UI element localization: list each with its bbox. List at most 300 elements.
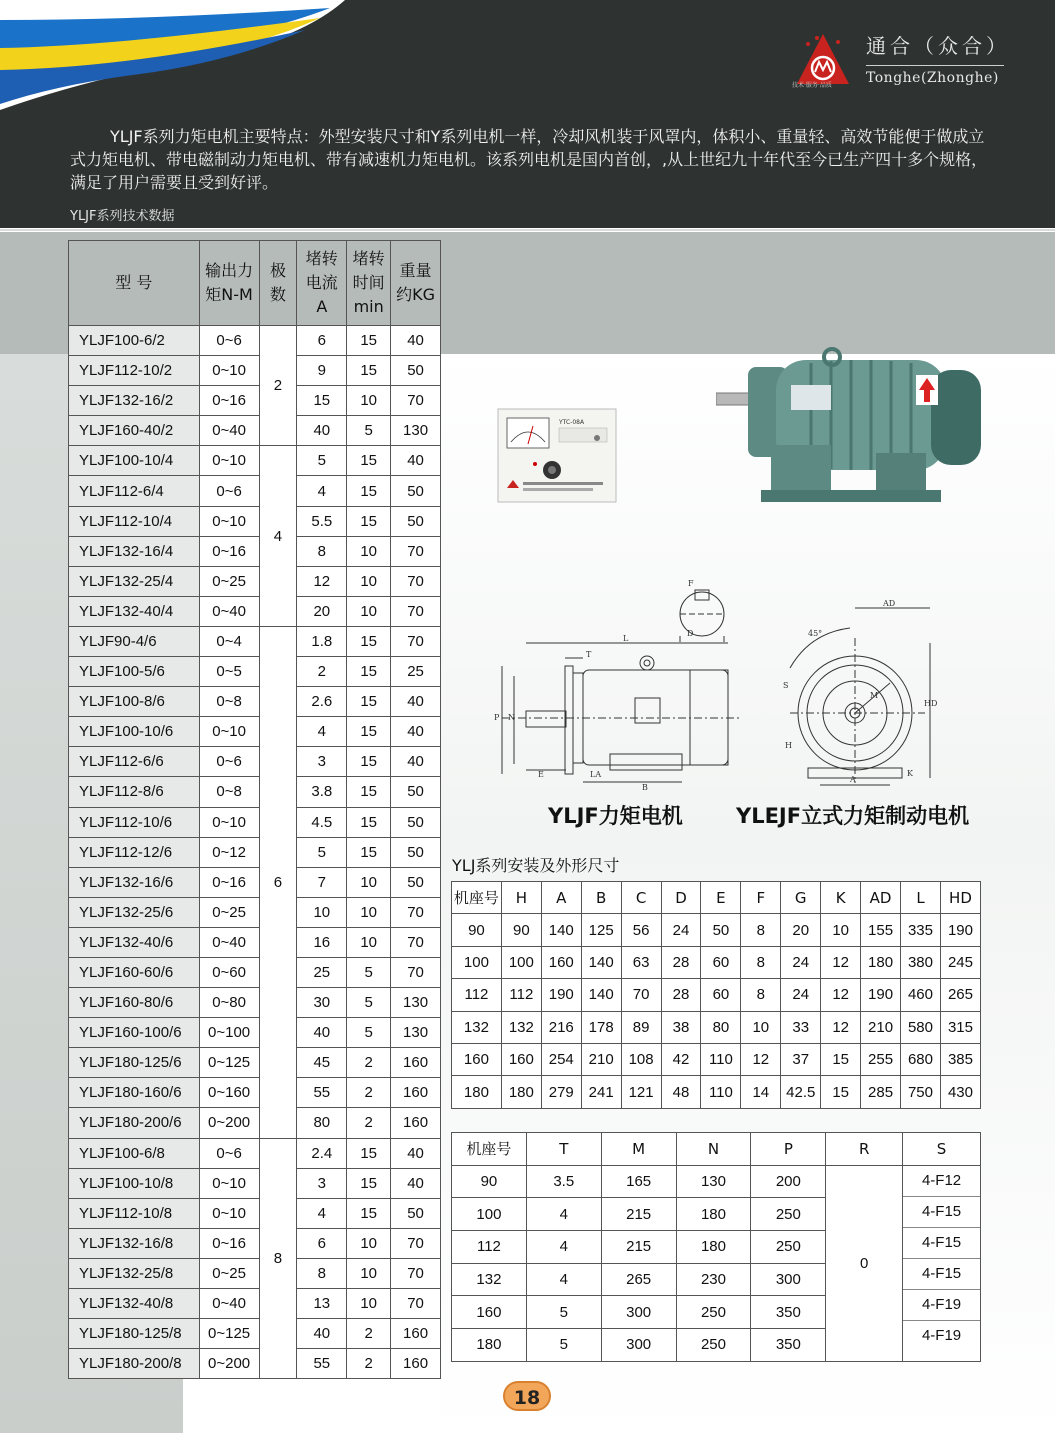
mounting-s-item: 4-F15 [903,1197,980,1228]
drawing-label-t: T [586,650,592,659]
weight-cell: 50 [391,777,441,807]
weight-cell: 40 [391,1168,441,1198]
torque-cell: 0~40 [199,596,259,626]
dimension-cell: 380 [901,946,941,978]
time-cell: 15 [347,1138,391,1168]
weight-cell: 70 [391,626,441,656]
weight-cell: 50 [391,356,441,386]
drawing-label-p: P [494,713,500,722]
time-cell: 10 [347,1228,391,1258]
current-cell: 3 [297,747,347,777]
torque-cell: 0~10 [199,1168,259,1198]
dimension-cell: 180 [501,1076,541,1108]
current-cell: 30 [297,988,347,1018]
torque-cell: 0~10 [199,807,259,837]
table-row [69,1048,441,1078]
weight-cell: 40 [391,326,441,356]
mounting-s-item: 4-F15 [903,1259,980,1290]
dimension-cell: 335 [901,914,941,946]
table-row [452,1165,981,1198]
mounting-header-cell: P [751,1133,826,1166]
mounting-cell: 350 [751,1296,826,1329]
dimension-cell: 56 [621,914,661,946]
drawing-label-a: A [850,775,856,784]
dimension-cell: 160 [452,1043,502,1075]
weight-cell: 130 [391,1018,441,1048]
model-cell: YLJF112-8/6 [69,777,200,807]
dimension-cell: 24 [781,946,821,978]
torque-cell: 0~40 [199,1289,259,1319]
current-cell: 80 [297,1108,347,1138]
dimension-header-cell: HD [940,882,980,914]
current-cell: 1.8 [297,626,347,656]
table-row [69,1228,441,1258]
drawing-label-d: D [687,629,694,638]
table-row [69,687,441,717]
table-row [69,867,441,897]
dimension-cell: 24 [661,914,701,946]
mounting-header-cell: T [526,1133,601,1166]
dimension-cell: 385 [940,1043,980,1075]
dimension-cell: 210 [861,1011,901,1043]
time-cell: 10 [347,566,391,596]
torque-motor-photo [716,345,986,505]
current-cell: 16 [297,927,347,957]
table-row [69,1138,441,1168]
model-cell: YLJF112-6/4 [69,476,200,506]
model-cell: YLJF112-12/6 [69,837,200,867]
weight-cell: 130 [391,988,441,1018]
mounting-cell: 4 [526,1263,601,1296]
col-time-line3: min [353,297,384,316]
dimension-cell: 160 [541,946,581,978]
current-cell: 40 [297,1319,347,1349]
dimension-cell: 50 [701,914,741,946]
model-cell: YLJF100-10/6 [69,717,200,747]
controller-model-label: YTC-08A [559,419,585,426]
table-row [452,946,981,978]
current-cell: 25 [297,957,347,987]
torque-cell: 0~8 [199,687,259,717]
current-cell: 5.5 [297,506,347,536]
torque-cell: 0~10 [199,717,259,747]
table-row [69,536,441,566]
dimension-cell: 180 [861,946,901,978]
model-cell: YLJF100-8/6 [69,687,200,717]
dimension-cell: 210 [581,1043,621,1075]
model-cell: YLJF90-4/6 [69,626,200,656]
table-row [69,807,441,837]
weight-cell: 70 [391,536,441,566]
mounting-cell: 3.5 [526,1165,601,1198]
mounting-header-cell: 机座号 [452,1133,527,1166]
drawing-label-m: M [870,691,879,700]
col-time [347,241,391,326]
table-row [69,657,441,687]
dimension-cell: 100 [452,946,502,978]
drawing-label-hd: HD [924,699,938,708]
col-torque-line1: 输出力 [205,261,254,280]
torque-cell: 0~80 [199,988,259,1018]
mounting-s-list [903,1166,980,1351]
mounting-cell: 215 [601,1231,676,1264]
model-cell: YLJF112-10/8 [69,1198,200,1228]
dimension-cell: 38 [661,1011,701,1043]
time-cell: 5 [347,1018,391,1048]
current-cell: 2 [297,657,347,687]
table-row [69,777,441,807]
dimension-cell: 63 [621,946,661,978]
dimension-table-body [452,882,981,1109]
mounting-cell: 4 [526,1198,601,1231]
torque-cell: 0~16 [199,867,259,897]
col-current-line1: 堵转 [305,249,338,268]
dimension-cell: 112 [452,979,502,1011]
current-cell: 4 [297,476,347,506]
intro-paragraph: YLJF系列力矩电机主要特点：外型安装尺寸和Y系列电机一样，冷却风机装于风罩内，体积小、重量轻、高效节能便于做成立式力矩电机、带电磁制动力矩电机、带有减速机力矩电机。该系列电机是国内首创，,从上世纪九十年代至今已生产四十多个规格，满足了用户需要且受到好评。 [70,127,988,192]
time-cell: 5 [347,957,391,987]
table-row [69,717,441,747]
drawing-label-e: E [538,770,544,779]
model-cell: YLJF112-10/6 [69,807,200,837]
time-cell: 10 [347,897,391,927]
mounting-cell: 160 [452,1296,527,1329]
dimension-cell: 132 [452,1011,502,1043]
time-cell: 15 [347,777,391,807]
model-cell: YLJF160-40/2 [69,416,200,446]
poles-cell: 4 [259,446,297,627]
model-cell: YLJF132-16/8 [69,1228,200,1258]
col-weight [391,241,441,326]
mounting-header-cell: M [601,1133,676,1166]
col-poles [259,241,297,326]
model-cell: YLJF160-100/6 [69,1018,200,1048]
drawing-label-h: H [785,741,792,750]
mounting-s-item: 4-F19 [903,1290,980,1321]
dimension-cell: 12 [821,946,861,978]
drawing-label-b: B [642,783,648,792]
model-cell: YLJF112-6/6 [69,747,200,777]
current-cell: 6 [297,326,347,356]
current-cell: 5 [297,837,347,867]
table-row [69,596,441,626]
spec-table-body [69,326,441,1379]
table-row [69,1168,441,1198]
weight-cell: 130 [391,416,441,446]
time-cell: 15 [347,747,391,777]
current-cell: 8 [297,536,347,566]
time-cell: 15 [347,476,391,506]
dimension-cell: 60 [701,979,741,1011]
dimension-header-cell: L [901,882,941,914]
dimension-header-cell: F [741,882,781,914]
torque-cell: 0~100 [199,1018,259,1048]
mounting-cell: 200 [751,1165,826,1198]
table-row [69,386,441,416]
time-cell: 15 [347,657,391,687]
dimension-cell: 89 [621,1011,661,1043]
mounting-header-row [452,1133,981,1166]
weight-cell: 25 [391,657,441,687]
table-row [452,1043,981,1075]
mounting-table [451,1132,981,1362]
dimension-cell: 8 [741,946,781,978]
torque-cell: 0~125 [199,1048,259,1078]
torque-cell: 0~4 [199,626,259,656]
poles-cell: 8 [259,1138,297,1379]
col-time-line1: 堵转 [352,249,385,268]
dimension-table-title: YLJ系列安装及外形尺寸 [452,856,620,875]
time-cell: 10 [347,536,391,566]
col-current-line3: A [316,297,328,316]
current-cell: 12 [297,566,347,596]
model-cell: YLJF100-5/6 [69,657,200,687]
current-cell: 45 [297,1048,347,1078]
time-cell: 10 [347,1289,391,1319]
col-model: 型 号 [69,241,200,326]
dimension-cell: 24 [781,979,821,1011]
mounting-cell: 250 [751,1198,826,1231]
dimension-header-cell: AD [861,882,901,914]
table-row [69,626,441,656]
model-cell: YLJF100-10/8 [69,1168,200,1198]
weight-cell: 40 [391,687,441,717]
current-cell: 55 [297,1349,347,1379]
dimension-cell: 37 [781,1043,821,1075]
time-cell: 15 [347,326,391,356]
current-cell: 4.5 [297,807,347,837]
dimension-cell: 241 [581,1076,621,1108]
dimension-header-cell: K [821,882,861,914]
time-cell: 10 [347,596,391,626]
current-cell: 20 [297,596,347,626]
mounting-s-item: 4-F15 [903,1228,980,1259]
time-cell: 15 [347,356,391,386]
dimension-header-cell: B [581,882,621,914]
drawing-label-n: N [508,713,515,722]
dimension-cell: 10 [821,914,861,946]
model-cell: YLJF180-160/6 [69,1078,200,1108]
dimension-cell: 8 [741,979,781,1011]
weight-cell: 70 [391,897,441,927]
model-cell: YLJF100-10/4 [69,446,200,476]
mounting-cell: 90 [452,1165,527,1198]
weight-cell: 40 [391,717,441,747]
dimension-cell: 190 [541,979,581,1011]
side-view-drawing [502,643,740,782]
weight-cell: 70 [391,1258,441,1288]
dimension-cell: 110 [701,1043,741,1075]
time-cell: 10 [347,386,391,416]
weight-cell: 160 [391,1349,441,1379]
torque-controller-image [497,408,617,503]
mounting-cell: 130 [676,1165,751,1198]
time-cell: 15 [347,1168,391,1198]
current-cell: 9 [297,356,347,386]
torque-cell: 0~60 [199,957,259,987]
mounting-cell: 180 [676,1231,751,1264]
mounting-s-cell [903,1165,981,1361]
table-row [69,566,441,596]
table-row [69,927,441,957]
current-cell: 15 [297,386,347,416]
dimension-header-cell: H [501,882,541,914]
current-cell: 5 [297,446,347,476]
mounting-cell: 230 [676,1263,751,1296]
brand-divider [866,65,1004,66]
time-cell: 2 [347,1048,391,1078]
table-row [69,897,441,927]
weight-cell: 70 [391,1289,441,1319]
time-cell: 2 [347,1319,391,1349]
col-poles-line2: 数 [269,285,286,304]
decorative-swoosh-graphic [0,0,360,125]
current-cell: 4 [297,1198,347,1228]
dimension-cell: 255 [861,1043,901,1075]
table-row [69,957,441,987]
model-cell: YLJF132-25/4 [69,566,200,596]
weight-cell: 70 [391,566,441,596]
time-cell: 2 [347,1108,391,1138]
torque-cell: 0~5 [199,657,259,687]
mounting-cell: 4 [526,1231,601,1264]
spec-table [68,240,441,1379]
col-torque [199,241,259,326]
dimension-cell: 112 [501,979,541,1011]
time-cell: 15 [347,506,391,536]
dimension-cell: 28 [661,979,701,1011]
dimension-cell: 155 [861,914,901,946]
weight-cell: 70 [391,927,441,957]
time-cell: 10 [347,1258,391,1288]
dimension-cell: 580 [901,1011,941,1043]
mounting-cell: 112 [452,1231,527,1264]
model-cell: YLJF132-40/4 [69,596,200,626]
col-weight-line2: 约KG [396,285,435,304]
model-cell: YLJF100-6/8 [69,1138,200,1168]
weight-cell: 160 [391,1048,441,1078]
dimension-cell: 12 [821,1011,861,1043]
mounting-cell: 300 [751,1263,826,1296]
current-cell: 40 [297,416,347,446]
table-row [69,1108,441,1138]
current-cell: 3 [297,1168,347,1198]
table-row [69,837,441,867]
dimension-header-cell: G [781,882,821,914]
dimension-cell: 28 [661,946,701,978]
mounting-cell: 300 [601,1296,676,1329]
torque-cell: 0~40 [199,416,259,446]
drawing-label-la: LA [590,770,602,779]
table-row [69,416,441,446]
time-cell: 15 [347,687,391,717]
torque-cell: 0~10 [199,356,259,386]
dimension-table [451,881,981,1109]
weight-cell: 70 [391,596,441,626]
spec-caption: YLJF系列技术数据 [70,209,175,224]
table-row [69,1078,441,1108]
table-row [69,476,441,506]
table-row [69,1289,441,1319]
table-row [69,506,441,536]
model-cell: YLJF160-60/6 [69,957,200,987]
dimension-cell: 140 [581,979,621,1011]
model-cell: YLJF180-125/6 [69,1048,200,1078]
mounting-cell: 5 [526,1296,601,1329]
dimension-cell: 430 [940,1076,980,1108]
dimension-cell: 8 [741,914,781,946]
weight-cell: 70 [391,386,441,416]
torque-cell: 0~40 [199,927,259,957]
dimension-header-row [452,882,981,914]
dimension-cell: 121 [621,1076,661,1108]
dimension-cell: 190 [861,979,901,1011]
weight-cell: 50 [391,506,441,536]
torque-cell: 0~16 [199,386,259,416]
model-cell: YLJF180-200/8 [69,1349,200,1379]
table-row [452,1011,981,1043]
mounting-cell: 250 [676,1296,751,1329]
mounting-header-cell: R [826,1133,903,1166]
dimension-cell: 140 [541,914,581,946]
dimension-cell: 70 [621,979,661,1011]
table-row [69,1319,441,1349]
dimension-cell: 20 [781,914,821,946]
model-cell: YLJF132-40/6 [69,927,200,957]
dimension-cell: 12 [741,1043,781,1075]
model-cell: YLJF112-10/4 [69,506,200,536]
torque-cell: 0~25 [199,566,259,596]
weight-cell: 160 [391,1078,441,1108]
torque-cell: 0~6 [199,1138,259,1168]
model-cell: YLJF100-6/2 [69,326,200,356]
weight-cell: 160 [391,1319,441,1349]
table-row [452,979,981,1011]
model-cell: YLJF132-16/4 [69,536,200,566]
dimension-cell: 190 [940,914,980,946]
torque-cell: 0~6 [199,326,259,356]
torque-cell: 0~200 [199,1108,259,1138]
weight-cell: 40 [391,446,441,476]
torque-cell: 0~6 [199,747,259,777]
dimension-drawing [490,578,950,793]
col-time-line2: 时间 [352,273,385,292]
drawing-label-ad: AD [883,599,896,608]
dimension-cell: 48 [661,1076,701,1108]
weight-cell: 40 [391,747,441,777]
dimension-cell: 254 [541,1043,581,1075]
table-row [69,747,441,777]
band-divider [0,229,1055,231]
time-cell: 15 [347,446,391,476]
current-cell: 3.8 [297,777,347,807]
current-cell: 7 [297,867,347,897]
mounting-cell: 180 [676,1198,751,1231]
dimension-cell: 14 [741,1076,781,1108]
table-row [452,1076,981,1108]
table-row [69,1258,441,1288]
dimension-cell: 315 [940,1011,980,1043]
time-cell: 10 [347,867,391,897]
dimension-cell: 108 [621,1043,661,1075]
mounting-s-item: 4-F19 [921,1326,962,1344]
mounting-header-cell: S [903,1133,981,1166]
dimension-cell: 178 [581,1011,621,1043]
poles-cell: 6 [259,626,297,1138]
dimension-cell: 750 [901,1076,941,1108]
model-cell: YLJF132-25/6 [69,897,200,927]
drawing-label-45: 45° [808,629,823,638]
